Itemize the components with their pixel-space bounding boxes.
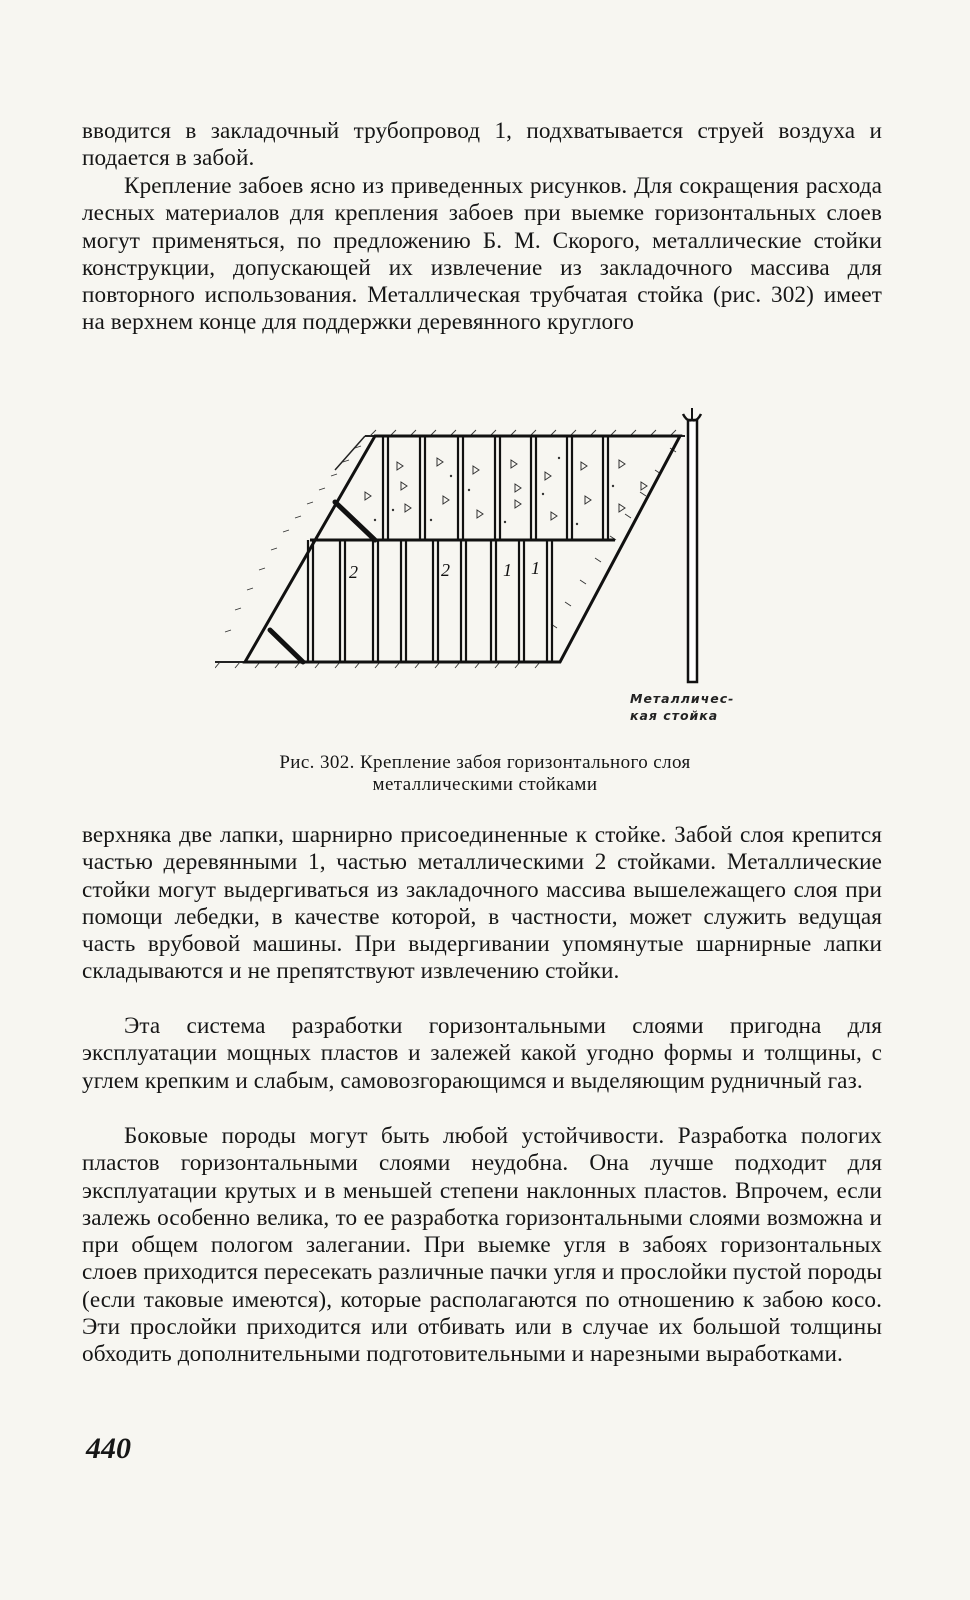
upper-posts (383, 436, 608, 540)
paragraph-1: вводится в закладочный трубопровод 1, подхватывается струей воздуха и подается в забой. (82, 118, 882, 172)
page-number: 440 (86, 1432, 131, 1465)
paragraph-2: Крепление забоев ясно из приведенных рисунков. Для сокращения расхода лесных материалов для крепления забоев при выемке горизонтальных слоев могут применяться, по предложению Б. М. Скорого, металлические стойки конструкции, допускающей их извлечение из закладочного массива для повторного использования. Металлическая трубчатая стойка (рис. 302) имеет на верхнем конце для поддержки деревянного круглого (82, 173, 882, 336)
metal-prop (683, 408, 701, 682)
post-label-2b: 2 (441, 560, 450, 580)
paragraph-4: Эта система разработки горизонтальными слоями пригодна для эксплуатации мощных пластов и залежей какой угодно формы и толщины, с углем крепким и слабым, самовозгорающимся и выделяющим рудничный газ. (82, 1013, 882, 1094)
ground-hatch-ticks (215, 430, 676, 668)
post-label-1b: 1 (531, 558, 540, 578)
post-label-2a: 2 (349, 562, 358, 582)
caption-line-1: Рис. 302. Крепление забоя горизонтального слоя (279, 752, 691, 773)
caption-line-2: металлическими стойками (372, 774, 598, 795)
lower-posts (308, 540, 552, 662)
figure-callout (630, 690, 760, 724)
figure-caption (200, 752, 770, 796)
callout-line-2: кая стойка (630, 708, 719, 723)
paragraph-3: верхняка две лапки, шарнирно присоединенные к стойке. Забой слоя крепится частью деревянными 1, частью металлическими 2 стойками. Металлические стойки могут выдергиваться из закладочного массива вышележащего слоя при помощи лебедки, в качестве которой, в частности, может служить ведущая часть врубовой машины. При выдергивании упомянутые шарнирные лапки складываются и не препятствуют извлечению стойки. (82, 822, 882, 985)
hatching (215, 436, 685, 662)
callout-line-1: Металличес- (630, 691, 735, 706)
backfill-pattern (365, 458, 647, 520)
post-label-1a: 1 (503, 560, 512, 580)
figure-302-diagram (215, 400, 725, 730)
paragraph-5: Боковые породы могут быть любой устойчивости. Разработка пологих пластов горизонтальными слоями неудобна. Она лучше подходит для эксплуатации крутых и в меньшей степени наклонных пластов. Впрочем, если залежь особенно велика, то ее разработка горизонтальными слоями возможна и при общем пологом залегании. При выемке угля в забоях горизонтальных слоев приходится пересекать различные пачки угля и прослойки пустой породы (если таковые имеются), которые располагаются по отношению к забою косо. Эти прослойки приходится или отбивать или в случае их большой толщины обходить дополнительными подготовительными и нарезными выработками. (82, 1123, 882, 1368)
